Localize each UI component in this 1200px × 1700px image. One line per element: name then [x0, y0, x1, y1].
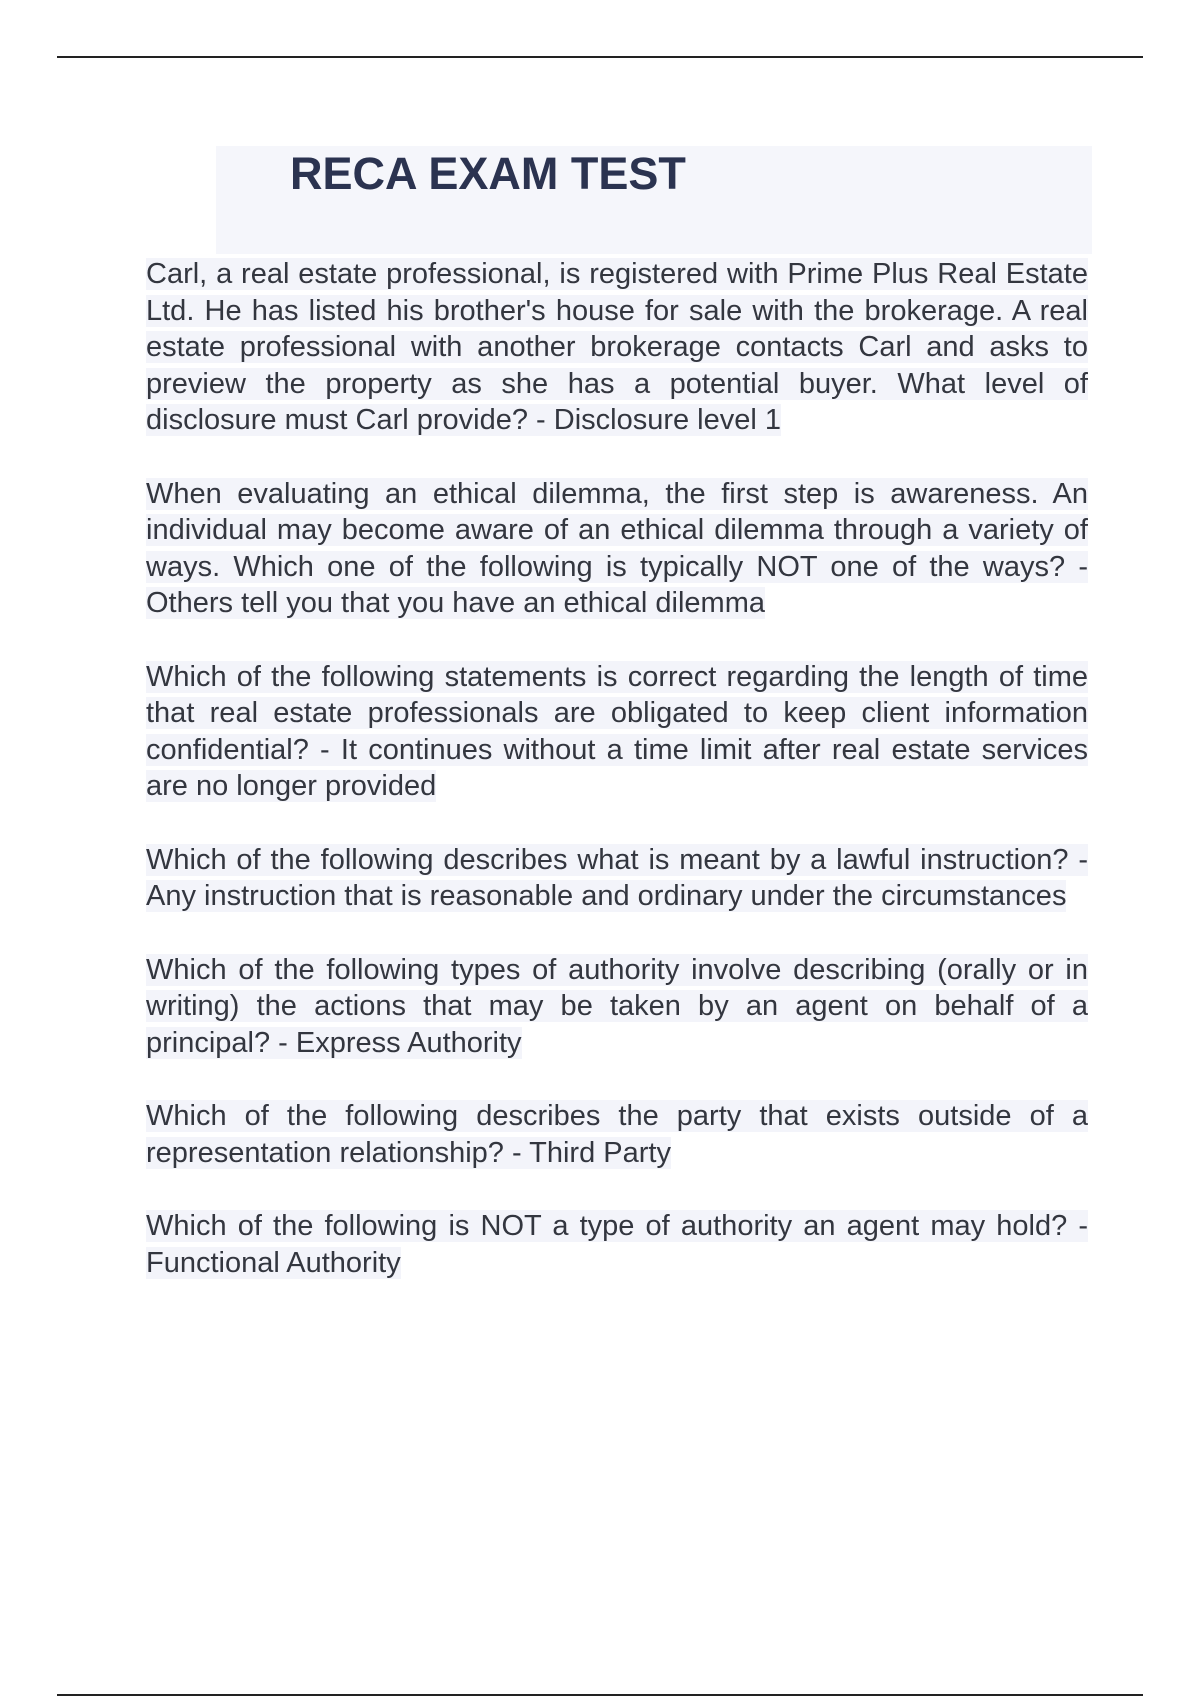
qa-item [146, 659, 1088, 805]
qa-text: Which of the following describes what is meant by a lawful instruction? - Any instruction that is reasonable and ordinary under the circumstances [146, 843, 1088, 912]
bottom-rule [57, 1694, 1143, 1696]
qa-item [146, 1208, 1088, 1281]
qa-text: Which of the following is NOT a type of authority an agent may hold? - Functional Authority [146, 1210, 1088, 1279]
qa-item [146, 1098, 1088, 1171]
qa-item [146, 842, 1088, 915]
qa-text: When evaluating an ethical dilemma, the first step is awareness. An individual may become aware of an ethical dilemma through a variety of ways. Which one of the following is typically NOT one of the ways? - Others tell you that you have an ethical dilemma [146, 477, 1088, 619]
qa-item [146, 952, 1088, 1062]
qa-text: Carl, a real estate professional, is registered with Prime Plus Real Estate Ltd. He has listed his brother's house for sale with the brokerage. A real estate professional with another brokerage contacts Carl and asks to preview the property as she has a potential buyer. What level of disclosure must Carl provide? - Disclosure level 1 [146, 258, 1088, 436]
qa-list [146, 256, 1088, 1318]
qa-item [146, 476, 1088, 622]
qa-text: Which of the following describes the party that exists outside of a representation relationship? - Third Party [146, 1100, 1088, 1169]
qa-text: Which of the following types of authority involve describing (orally or in writing) the actions that may be taken by an agent on behalf of a principal? - Express Authority [146, 953, 1088, 1059]
page-title: RECA EXAM TEST [290, 148, 686, 199]
qa-item [146, 256, 1088, 439]
top-rule [57, 56, 1143, 58]
qa-text: Which of the following statements is correct regarding the length of time that real estate professionals are obligated to keep client information confidential? - It continues without a time limit after real estate services are no longer provided [146, 660, 1088, 802]
